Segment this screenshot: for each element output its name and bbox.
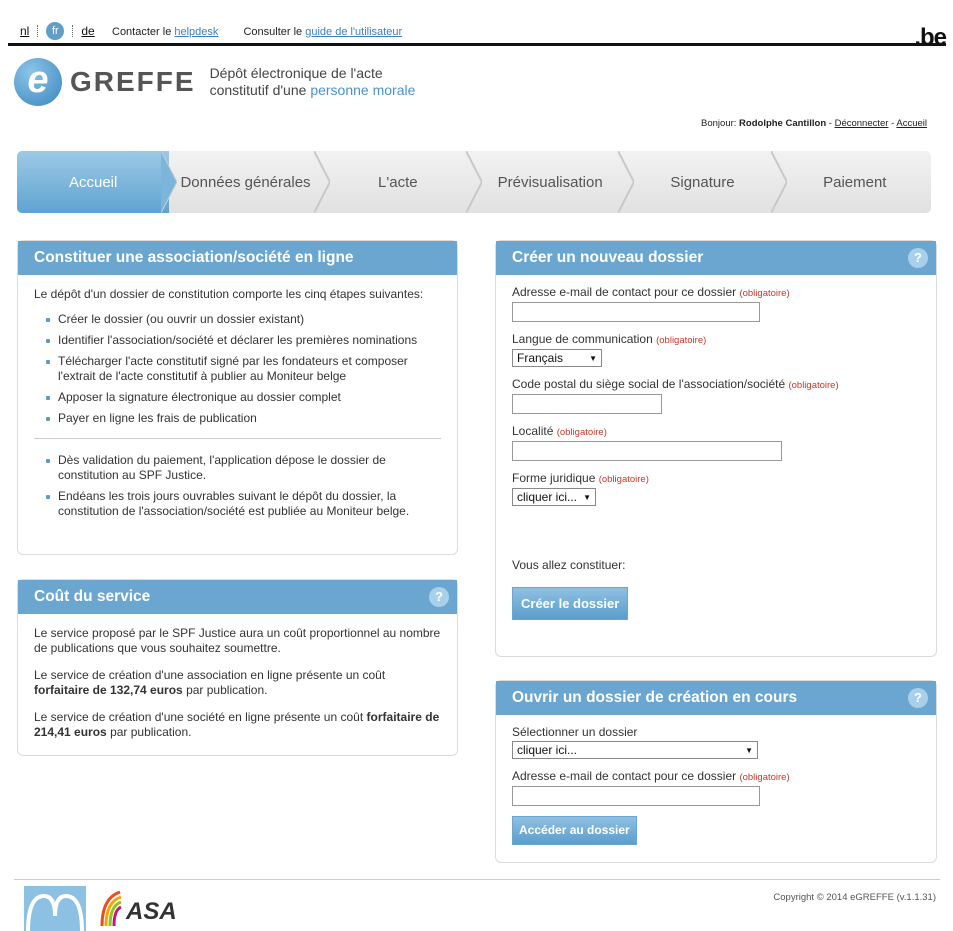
email-field[interactable] xyxy=(512,786,760,806)
top-bar xyxy=(8,20,946,51)
panel-title: Créer un nouveau dossier xyxy=(512,249,704,266)
legal-form-value: cliquer ici... xyxy=(517,489,578,504)
language-value: Français xyxy=(517,350,564,365)
language-switcher xyxy=(20,22,95,40)
egreffe-logo[interactable] xyxy=(14,58,415,106)
language-select[interactable] xyxy=(512,349,602,367)
top-links xyxy=(112,26,424,38)
lang-nl-link[interactable]: nl xyxy=(20,24,30,38)
step-chevron-icon xyxy=(618,151,634,213)
vous-allez-text: Vous allez constituer: xyxy=(512,558,626,572)
step-paiement[interactable] xyxy=(779,151,931,213)
chevron-down-icon: ▼ xyxy=(745,745,753,755)
brand-name: GREFFE xyxy=(70,66,196,97)
step-label: Accueil xyxy=(68,173,118,191)
step-label: Paiement xyxy=(823,173,887,191)
required-mark: (obligatoire) xyxy=(739,288,790,299)
required-mark: (obligatoire) xyxy=(656,335,707,346)
step-previsualisation[interactable] xyxy=(474,151,626,213)
email-field[interactable] xyxy=(512,302,760,322)
required-mark: (obligatoire) xyxy=(556,427,607,438)
create-dossier-button[interactable]: Créer le dossier xyxy=(512,587,628,620)
step-chevron-icon xyxy=(771,151,787,213)
step-donnees-generales[interactable] xyxy=(169,151,321,213)
tagline-line1: Dépôt électronique de l'acte xyxy=(209,65,383,81)
step-label: L'acte xyxy=(378,173,418,191)
help-icon[interactable]: ? xyxy=(908,248,928,268)
list-item: Apposer la signature électronique au dossier complet xyxy=(34,390,441,405)
user-name: Rodolphe Cantillon xyxy=(739,118,827,129)
select-dossier-label: Sélectionner un dossier xyxy=(512,725,638,739)
step-chevron-icon xyxy=(161,151,177,213)
legal-form-label: Forme juridique xyxy=(512,471,596,485)
contact-prefix: Contacter le xyxy=(112,26,172,38)
asa-logo-icon xyxy=(100,890,122,926)
tagline-line2-prefix: constitutif d'une xyxy=(209,82,307,98)
notes-list xyxy=(34,453,441,519)
step-label: Signature xyxy=(670,173,735,191)
tagline-highlight: personne morale xyxy=(310,82,416,98)
greeting-prefix: Bonjour: xyxy=(701,118,737,129)
list-item: Payer en ligne les frais de publication xyxy=(34,411,441,426)
step-label: Prévisualisation xyxy=(497,173,603,191)
logout-link[interactable]: Déconnecter xyxy=(834,118,889,129)
step-signature[interactable] xyxy=(626,151,778,213)
lang-fr-active[interactable]: fr xyxy=(46,22,64,40)
tagline xyxy=(210,65,416,99)
select-dossier[interactable] xyxy=(512,741,758,759)
lang-de-link[interactable]: de xyxy=(81,24,95,38)
be-logo xyxy=(914,24,946,52)
divider xyxy=(37,25,38,37)
divider xyxy=(72,25,73,37)
wizard-steps xyxy=(17,151,931,213)
step-chevron-icon xyxy=(466,151,482,213)
user-guide-link[interactable]: guide de l'utilisateur xyxy=(305,26,403,38)
helpdesk-link[interactable]: helpdesk xyxy=(174,26,219,38)
home-link[interactable]: Accueil xyxy=(896,118,927,129)
spf-justice-logo-icon xyxy=(24,886,86,931)
required-mark: (obligatoire) xyxy=(739,772,790,783)
select-dossier-value: cliquer ici... xyxy=(517,742,578,757)
step-label: Données générales xyxy=(180,173,311,191)
copyright: Copyright © 2014 eGREFFE (v.1.1.31) xyxy=(773,892,936,903)
panel-title: Coût du service xyxy=(34,588,151,605)
asa-logo xyxy=(100,890,177,926)
help-icon[interactable]: ? xyxy=(908,688,928,708)
guide-prefix: Consulter le xyxy=(243,26,303,38)
asa-logo-text: ASA xyxy=(126,898,177,925)
ouvrir-dossier-panel xyxy=(495,680,937,863)
help-icon[interactable]: ? xyxy=(429,587,449,607)
footer xyxy=(14,879,940,925)
access-dossier-button[interactable]: Accéder au dossier xyxy=(512,816,637,845)
cost-intro: Le service proposé par le SPF Justice aura un coût proportionnel au nombre de publications que vous souhaitez soumettre. xyxy=(34,626,441,655)
panel-title: Constituer une association/société en ligne xyxy=(18,241,457,275)
chevron-down-icon: ▼ xyxy=(583,492,591,502)
constituer-panel xyxy=(17,240,458,555)
locality-field[interactable] xyxy=(512,441,782,461)
required-mark: (obligatoire) xyxy=(788,380,839,391)
list-item: Télécharger l'acte constitutif signé par les fondateurs et composer l'extrait de l'acte constitutif à publier au Moniteur belge xyxy=(34,354,441,384)
postal-code-label: Code postal du siège social de l'association/société xyxy=(512,377,786,391)
language-label: Langue de communication xyxy=(512,332,653,346)
required-mark: (obligatoire) xyxy=(598,474,649,485)
list-item: Endéans les trois jours ouvrables suivant le dépôt du dossier, la constitution de l'association/société est publiée au Moniteur belge. xyxy=(34,489,441,519)
list-item: Dès validation du paiement, l'application dépose le dossier de constitution au SPF Justice. xyxy=(34,453,441,483)
step-accueil[interactable] xyxy=(17,151,169,213)
email-label: Adresse e-mail de contact pour ce dossier xyxy=(512,769,737,783)
cout-panel xyxy=(17,579,458,756)
cost-societe-bold1: forfaitaire xyxy=(366,710,422,724)
chevron-down-icon: ▼ xyxy=(589,353,597,363)
list-item: Identifier l'association/société et déclarer les premières nominations xyxy=(34,333,441,348)
user-greeting: Bonjour: Rodolphe Cantillon - Déconnecter - Accueil xyxy=(701,118,927,129)
list-item: Créer le dossier (ou ouvrir un dossier existant) xyxy=(34,312,441,327)
divider xyxy=(34,438,441,439)
legal-form-select[interactable] xyxy=(512,488,596,506)
panel-title: Ouvrir un dossier de création en cours xyxy=(512,689,798,706)
be-logo-text: .be xyxy=(914,24,946,51)
steps-list xyxy=(34,312,441,426)
nouveau-dossier-panel xyxy=(495,240,937,657)
email-label: Adresse e-mail de contact pour ce dossier xyxy=(512,285,737,299)
intro-text: Le dépôt d'un dossier de constitution comporte les cinq étapes suivantes: xyxy=(34,287,424,301)
cost-association-suffix: par publication. xyxy=(186,683,268,697)
cost-association-prefix: Le service de création d'une association en ligne présente un coût xyxy=(34,668,386,682)
postal-code-field[interactable] xyxy=(512,394,662,414)
step-acte[interactable] xyxy=(322,151,474,213)
cost-societe-suffix: par publication. xyxy=(110,725,192,739)
e-logo-icon: e xyxy=(14,58,62,106)
cost-association-amount: forfaitaire de 132,74 euros xyxy=(34,683,183,697)
step-chevron-icon xyxy=(314,151,330,213)
cost-societe-prefix: Le service de création d'une société en ligne présente un coût xyxy=(34,710,364,724)
cost-societe-amount: de 214,41 euros xyxy=(34,710,440,739)
locality-label: Localité xyxy=(512,424,554,438)
